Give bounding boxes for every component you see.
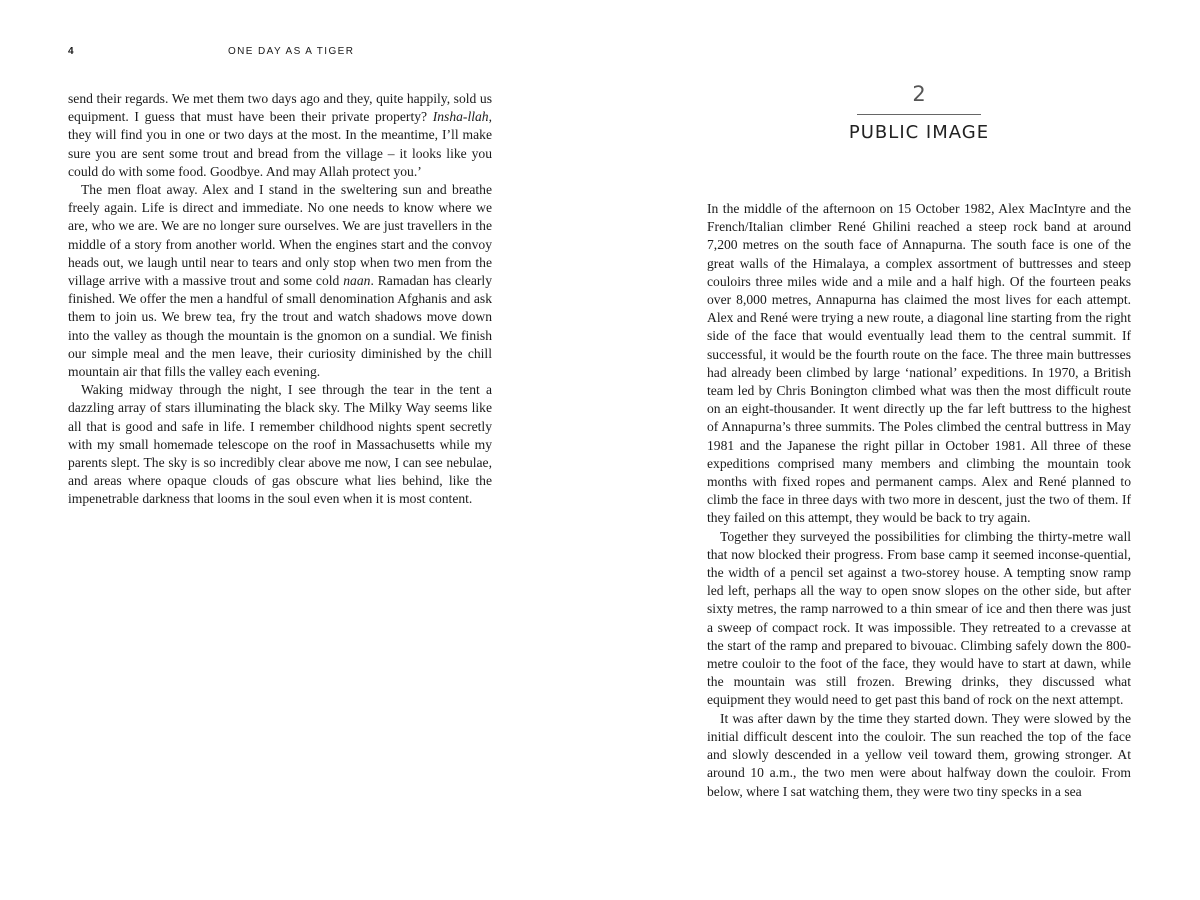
paragraph: send their regards. We met them two days ago and they, quite happily, sold us equipment. I guess that must have been their private property? Insha-llah, they will find you in one or two days at the most. In the meantime, I’ll make sure you are sent some trout and bread from the village – it looks like you could do with some food. Goodbye. And may Allah protect you.’ <box>68 91 492 179</box>
right-body-text <box>707 200 1131 801</box>
running-head: ONE DAY AS A TIGER <box>228 46 355 57</box>
right-page <box>600 0 1200 900</box>
paragraph: It was after dawn by the time they started down. They were slowed by the initial difficult descent into the couloir. The sun reached the top of the face and slowly descended in a yellow veil toward them, growing stronger. At around 10 a.m., the two men were about halfway down the couloir. From below, where I sat watching them, they were two tiny specks in a sea <box>707 710 1131 799</box>
paragraph: The men float away. Alex and I stand in the sweltering sun and breathe freely again. Life is direct and immediate. No one needs to know where we are, who we are. We are no longer sure ourselves. We are just travellers in the middle of a story from another world. When the engines start and the convoy heads out, we laugh until near to tears and only stop when two men from the village arrive with a massive trout and some cold naan. Ramadan has clearly finished. We offer the men a handful of small denomination Afghanis and ask them to join us. We brew tea, fry the trout and watch shadows move down into the valley as though the mountain is the gnomon on a sundial. We finish our simple meal and the men leave, their curiosity diminished by the chill mountain air that fills the valley each evening. <box>68 182 492 380</box>
italic-word: naan <box>343 273 371 289</box>
italic-word: Insha-llah <box>432 109 489 125</box>
chapter-divider <box>857 114 981 115</box>
chapter-number: 2 <box>912 82 926 106</box>
paragraph: Waking midway through the night, I see through the tear in the tent a dazzling array of stars illuminating the black sky. The Milky Way seems like all that is good and safe in life. I remember childhood nights spent secretly with my small homemade telescope on the roof in Massachusetts while my parents slept. The sky is so incredibly clear above me now, I can see nebulae, and areas where opaque clouds of gas obscure what lies behind, like the impenetrable darkness that looms in the soul even when it is most content. <box>68 382 492 507</box>
paragraph: Together they surveyed the possibilities for climbing the thirty-metre wall that now blocked their progress. From base camp it seemed inconse-quential, the width of a pencil set against a two-storey house. A tempting snow ramp led left, perhaps all the way to open snow slopes on the other side, but after sixty metres, the ramp narrowed to a thin smear of ice and then there was just a sweep of compact rock. It was impossible. They retreated to a crevasse at the start of the ramp and prepared to bivouac. Climbing safely down the 800-metre couloir to the foot of the face, they would have to start at dawn, while the mountain was still frozen. Brewing drinks, they discussed what equipment they would need to get past this band of rock on the next attempt. <box>707 528 1131 708</box>
page-number: 4 <box>68 46 75 57</box>
chapter-title: PUBLIC IMAGE <box>848 122 990 143</box>
paragraph: In the middle of the afternoon on 15 October 1982, Alex MacIntyre and the French/Italian climber René Ghilini reached a steep rock band at around 7,200 metres on the south face of Annapurna. The south face is one of the great walls of the Himalaya, a complex assortment of buttresses and steep couloirs three miles wide and a mile and a half high. Of the fourteen peaks over 8,000 metres, Annapurna has claimed the most lives for each attempt. Alex and René were trying a new route, a diagonal line starting from the right side of the face that would eventually lead them to the central summit. If successful, it would be the fourth route on the face. The three main buttresses had already been climbed by large ‘national’ expeditions. In 1970, a British team led by Chris Bonington climbed what was then the most difficult route on an eight-thousander. It went directly up the far left buttress to the highest of Annapurna’s three summits. The Poles climbed the central buttress in May 1981 and the Japanese the right pillar in October 1981. All three of these expeditions comprised many members and climbing the mountain took months with fixed ropes and permanent camps. Alex and René planned to climb the face in three days with two more in descent, just the two of them. If they failed on this attempt, they would be back to try again. <box>707 201 1131 526</box>
left-body-text <box>68 90 492 509</box>
